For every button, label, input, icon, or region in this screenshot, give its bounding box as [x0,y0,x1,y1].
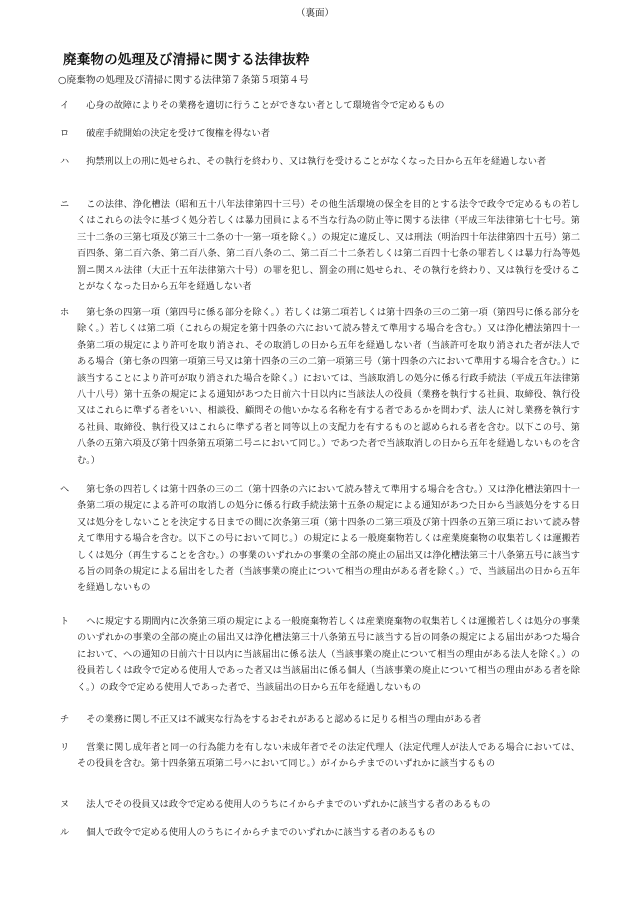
clause-text: その業務に関し不正又は不誠実な行為をするおそれがあると認めるに足りる相当の理由がある者 [86,714,482,725]
clause-text: 第七条の四若しくは第十四条の三の二（第十四条の六において読み替えて準用する場合を含む。）又は浄化槽法第四十一条第二項の規定による許可の取消しの処分に係る行政手続法第十五条の規定による通知があつた日から当該処分をする日又は処分をしないことを決定する日までの間に次条第三項（第十四条の二第三項及び第十四条の五第三項において読み替えて準用する場合を含む。以下この号において同じ。）の規定による一般廃棄物若しくは産業廃棄物の収集若しくは運搬若しくは処分（再生することを含む。）の事業のいずれかの事業の全部の廃止の届出又は浄化槽法第三十八条第五号に該当する旨の同条の規定による届出をした者（当該事業の廃止について相当の理由がある者を除く。）で、当該届出の日から五年を経過しないもの [77,484,580,594]
clause-chi [60,712,580,728]
clause-text: 拘禁刑以上の刑に処せられ、その執行を終わり、又は執行を受けることがなくなった日から五年を経過しない者 [86,156,547,167]
law-reference: ○廃棄物の処理及び清掃に関する法律第７条第５項第４号 [58,75,309,86]
clause-marker: ハ [60,156,70,167]
clause-to [60,614,580,696]
page-side-label: （裏面） [295,8,334,19]
clause-marker: ル [60,827,70,838]
clause-marker: ロ [60,128,70,139]
clause-text: 個人で政令で定める使用人のうちにイからチまでのいずれかに該当する者のあるもの [86,827,436,838]
clause-text: 心身の故障によりその業務を適切に行うことができない者として環境省令で定めるもの [86,100,445,111]
clause-marker: チ [60,714,70,725]
clause-marker: ホ [60,307,70,318]
clause-ha [60,154,580,170]
clause-ro [60,126,580,142]
clause-he [60,482,580,597]
clause-text: この法律、浄化槽法（昭和五十八年法律第四十三号）その他生活環境の保全を目的とする法令で政令で定めるもの若しくはこれらの法令に基づく処分若しくは暴力団員による不当な行為の防止等に関する法律（平成三年法律第七十七号。第三十二条の三第七項及び第三十二条の十一第一項を除く。）の規定に違反し、又は刑法（明治四十年法律第四十五号）第二百四条、第二百六条、第二百八条、第二百八条の二、第二百二十二条若しくは第二百四十七条の罪若しくは暴力行為等処罰ニ関スル法律（大正十五年法律第六十号）の罪を犯し、罰金の刑に処せられ、その執行を終わり、又は執行を受けることがなくなった日から五年を経過しない者 [77,199,580,293]
clause-i [60,98,580,114]
clause-marker: リ [60,742,70,753]
clause-text: 法人でその役員又は政令で定める使用人のうちにイからチまでのいずれかに該当する者のあるもの [86,799,491,810]
clause-ho [60,305,580,469]
clause-ru [60,825,580,841]
clause-text: 破産手続開始の決定を受けて復権を得ない者 [86,128,270,139]
clause-marker: ニ [60,199,70,210]
clause-marker: ヘ [60,484,70,495]
clause-nu [60,797,580,813]
clause-ri [60,740,580,773]
clause-marker: ヌ [60,799,70,810]
clause-text: ヘに規定する期間内に次条第三項の規定による一般廃棄物若しくは産業廃棄物の収集若しくは運搬若しくは処分の事業のいずれかの事業の全部の廃止の届出又は浄化槽法第三十八条第五号に該当する旨の同条の規定による届出があつた場合において、ヘの通知の日前六十日以内に当該届出に係る法人（当該事業の廃止について相当の理由がある法人を除く。）の役員若しくは政令で定める使用人であった者又は当該届出に係る個人（当該事業の廃止について相当の理由がある者を除く。）の政令で定める使用人であった者で、当該届出の日から五年を経過しないもの [77,616,580,693]
document-title: 廃棄物の処理及び清掃に関する法律抜粋 [63,52,310,68]
clause-ni [60,197,580,295]
clause-text: 営業に関し成年者と同一の行為能力を有しない未成年者でその法定代理人（法定代理人が法人である場合においては、その役員を含む。第十四条第五項第二号ハにおいて同じ。）がイからチまでのいずれかに該当するもの [77,742,580,770]
clause-marker: ト [60,616,70,627]
clause-text: 第七条の四第一項（第四号に係る部分を除く。）若しくは第二項若しくは第十四条の三の二第一項（第四号に係る部分を除く。）若しくは第二項（これらの規定を第十四条の六において読み替えて準用する場合を含む。）又は浄化槽法第四十一条第二項の規定により許可を取り消され、その取消しの日から五年を経過しない者（当該許可を取り消された者が法人である場合（第七条の四第一項第三号又は第十四条の三の二第一項第三号（第十四条の六において準用する場合を含む。）に該当することにより許可が取り消された場合を除く。）においては、当該取消しの処分に係る行政手続法（平成五年法律第八十八号）第十五条の規定による通知があつた日前六十日以内に当該法人の役員（業務を執行する社員、取締役、執行役又はこれらに準ずる者をいい、相談役、顧問その他いかなる名称を有する者であるかを問わず、法人に対し業務を執行する社員、取締役、執行役又はこれらに準ずる者と同等以上の支配力を有するものと認められる者を含む。以下この号、第八条の五第六項及び第十四条第五項第二号ニにおいて同じ。）であつた者で当該取消しの日から五年を経過しないものを含む。） [77,307,580,466]
clause-marker: イ [60,100,70,111]
